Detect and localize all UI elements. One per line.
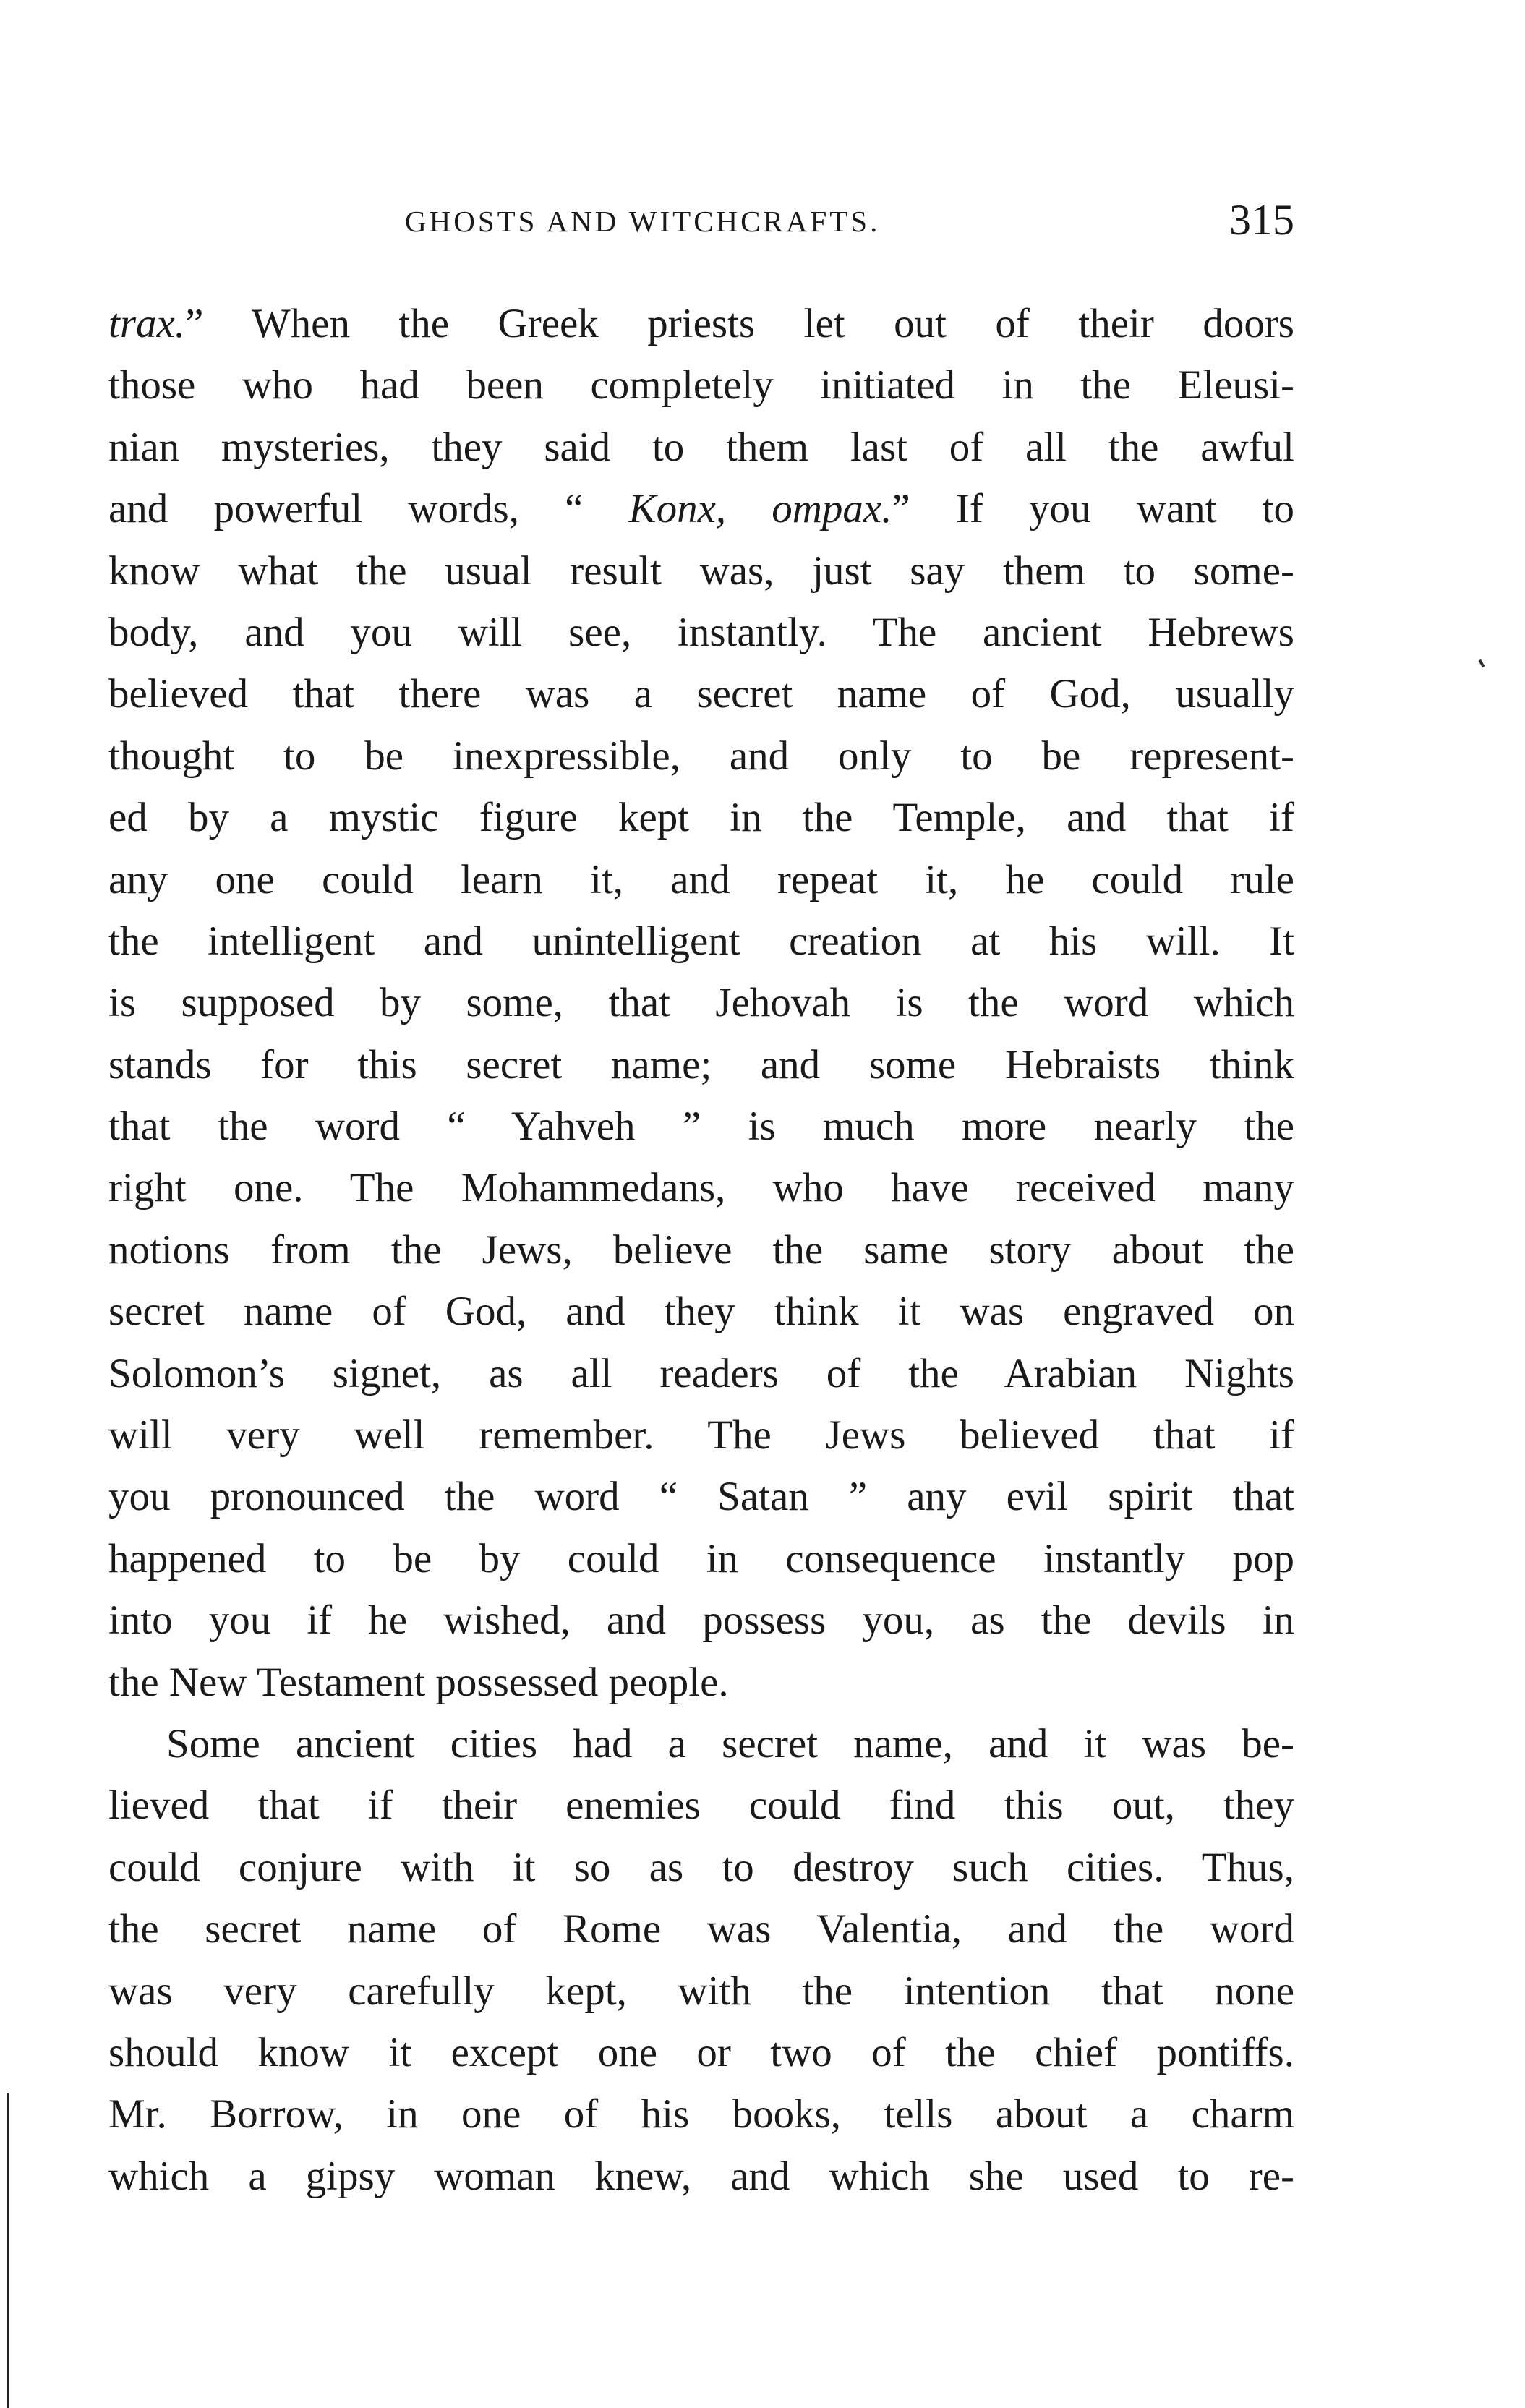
text-line: Solomon’s signet, as all readers of the Arabian Nights: [108, 1350, 1294, 1396]
text-line: will very well remember. The Jews believed that if: [108, 1412, 1294, 1459]
text-line: Mr. Borrow, in one of his books, tells about a charm: [108, 2091, 1294, 2138]
text-line: know what the usual result was, just say them to some-: [108, 547, 1294, 594]
text-body: [108, 293, 1294, 2207]
text-line: and powerful words, “ Konx, ompax.” If you want to: [108, 486, 1294, 532]
text-line: into you if he wished, and possess you, as the devils in: [108, 1597, 1294, 1644]
binding-edge-mark: [7, 2093, 9, 2408]
text-line: secret name of God, and they think it was engraved on: [108, 1289, 1294, 1335]
text-line: could conjure with it so as to destroy such cities. Thus,: [108, 1844, 1294, 1890]
text-line: stands for this secret name; and some Hebraists think: [108, 1041, 1294, 1088]
text-line: thought to be inexpressible, and only to be represent-: [108, 733, 1294, 779]
text-line: notions from the Jews, believe the same story about the: [108, 1226, 1294, 1273]
text-line: any one could learn it, and repeat it, he could rule: [108, 856, 1294, 902]
text-line: ed by a mystic figure kept in the Temple, and that if: [108, 795, 1294, 841]
text-line: the secret name of Rome was Valentia, and the word: [108, 1906, 1294, 1952]
text-line: right one. The Mohammedans, who have received many: [108, 1165, 1294, 1211]
text-line: believed that there was a secret name of God, usually: [108, 671, 1294, 717]
text-line: body, and you will see, instantly. The ancient Hebrews: [108, 609, 1294, 655]
text-line: was very carefully kept, with the intention that none: [108, 1968, 1294, 2014]
paragraph-2: [108, 1713, 1294, 2207]
text-line: nian mysteries, they said to them last of all the awful: [108, 424, 1294, 470]
text-line: is supposed by some, that Jehovah is the word which: [108, 980, 1294, 1026]
text-line: that the word “ Yahveh ” is much more nearly the: [108, 1103, 1294, 1150]
text-line: Some ancient cities had a secret name, and it was be-: [166, 1720, 1294, 1767]
text-line: the intelligent and unintelligent creation at his will. It: [108, 918, 1294, 964]
text-line: trax.” When the Greek priests let out of their doors: [108, 301, 1294, 346]
text-line: you pronounced the word “ Satan ” any evil spirit that: [108, 1474, 1294, 1520]
paragraph-1: [108, 293, 1294, 1713]
text-line: which a gipsy woman knew, and which she used to re-: [108, 2153, 1294, 2199]
text-line: happened to be by could in consequence instantly pop: [108, 1535, 1294, 1581]
text-line: those who had been completely initiated in the Eleusi-: [108, 362, 1294, 409]
ink-speck: [1479, 659, 1485, 668]
text-line: should know it except one or two of the chief pontiffs.: [108, 2029, 1294, 2075]
text-line: lieved that if their enemies could find this out, they: [108, 1782, 1294, 1829]
running-title: GHOSTS AND WITCHCRAFTS.: [405, 205, 881, 238]
page-number: 315: [1229, 196, 1294, 244]
text-line: the New Testament possessed people.: [108, 1659, 729, 1705]
running-head: [108, 195, 1294, 253]
